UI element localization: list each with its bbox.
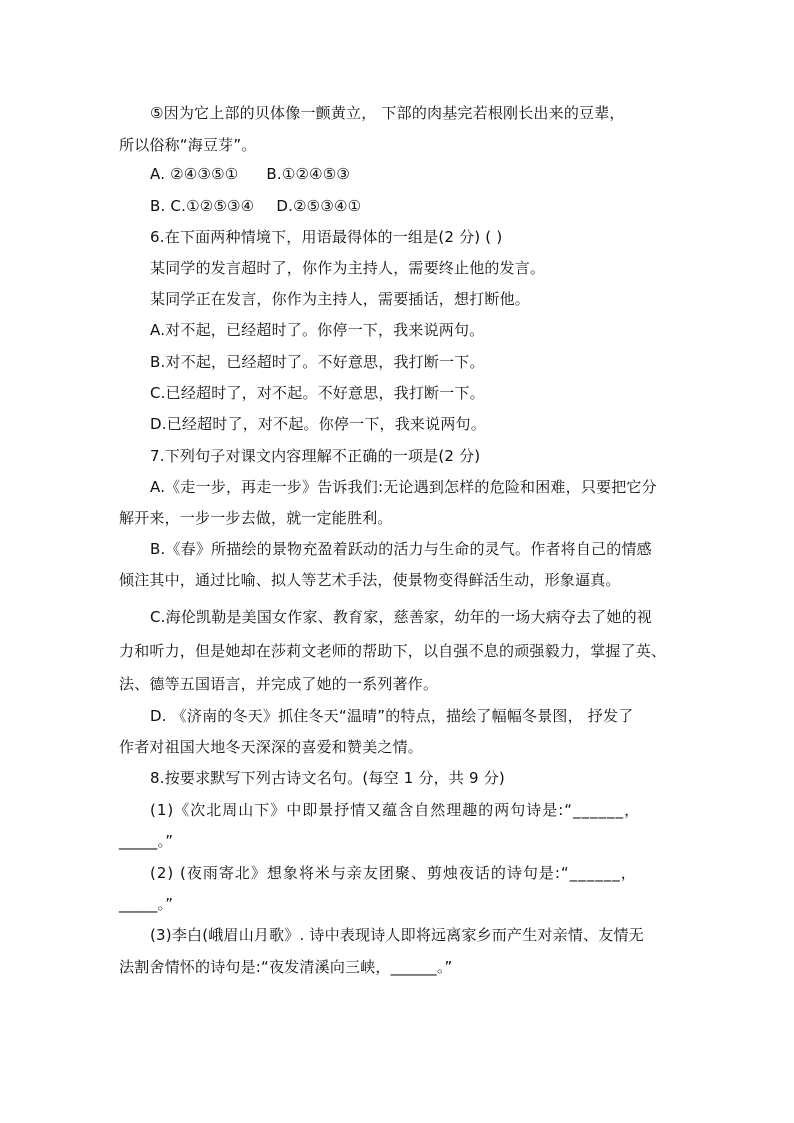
- q7-option-d-line1: D. 《济南的冬天》抓住冬天“温晴”的特点，描绘了幅幅冬景图， 抒发了: [150, 707, 634, 725]
- q5-item5-line1: ⑤因为它上部的贝体像一颤黄立， 下部的肉基完若根刚长出来的豆辈，: [150, 104, 625, 122]
- q8-title: 8.按要求默写下列古诗文名句。(每空 1 分，共 9 分): [150, 769, 505, 787]
- q5-option-c: B. C.①②⑤③④: [150, 197, 255, 215]
- q5-item5-line2: 所以俗称“海豆芽”。: [119, 136, 257, 154]
- q6-option-d: D.已经超时了，对不起。你停一下，我来说两句。: [150, 415, 486, 433]
- q5-option-a: A. ②④③⑤①: [150, 165, 239, 183]
- q8-sub1-line1: (1)《次北周山下》中即景抒情又蕴含自然理趣的两句诗是:“______，: [150, 801, 641, 819]
- q8-sub3-line1: (3)李白(峨眉山月歌》. 诗中表现诗人即将远离家乡而产生对亲情、友情无: [150, 926, 644, 944]
- q7-option-b-line1: B.《春》所描绘的景物充盈着跃动的活力与生命的灵气。作者将自己的情感: [150, 540, 652, 558]
- q6-scene-1: 某同学的发言超时了，你作为主持人，需要终止他的发言。: [150, 259, 546, 277]
- q6-title: 6.在下面两种情境下，用语最得体的一组是(2 分) ( ): [150, 228, 503, 246]
- q7-title: 7.下列句子对课文内容理解不正确的一项是(2 分): [150, 447, 481, 465]
- q6-option-b: B.对不起，已经超时了。不好意思，我打断一下。: [150, 353, 485, 371]
- q7-option-a-line1: A.《走一步，再走一步》告诉我们:无论遇到怎样的危险和困难，只要把它分: [150, 478, 657, 496]
- q8-sub1-line2: _____。”: [119, 832, 174, 850]
- q7-option-c-line2: 力和听力，但是她却在莎莉文老师的帮助下，以自强不息的顽强毅力，掌握了英、: [119, 642, 667, 660]
- q7-option-b-line2: 倾注其中，通过比喻、拟人等艺术手法，使景物变得鲜活生动，形象逼真。: [119, 571, 621, 589]
- q6-option-a: A.对不起，已经超时了。你停一下，我来说两句。: [150, 321, 485, 339]
- q5-option-d: D.②⑤③④①: [276, 197, 362, 215]
- q8-sub3-line2: 法割舍情怀的诗句是:“夜发清溪向三峡，______。”: [119, 958, 453, 976]
- q5-options-row1: [150, 164, 350, 184]
- q5-option-b: B.①②④⑤③: [266, 165, 351, 183]
- q7-option-c-line1: C.海伦凯勒是美国女作家、教育家，慈善家，幼年的一场大病夺去了她的视: [150, 608, 653, 626]
- q5-options-row2: [150, 196, 361, 216]
- q6-option-c: C.已经超时了，对不起。不好意思，我打断一下。: [150, 384, 485, 402]
- q7-option-c-line3: 法、德等五国语言，并完成了她的一系列著作。: [119, 675, 439, 693]
- q7-option-a-line2: 解开来，一步一步去做，就一定能胜利。: [119, 509, 393, 527]
- q7-option-d-line2: 作者对祖国大地冬天深深的喜爱和赞美之情。: [119, 738, 424, 756]
- q8-sub2-line2: _____。”: [119, 895, 174, 913]
- q8-sub2-line1: (2) (夜雨寄北》想象将米与亲友团聚、剪烛夜话的诗句是:“______，: [150, 864, 637, 882]
- q6-scene-2: 某同学正在发言，你作为主持人，需要插话，想打断他。: [150, 290, 531, 308]
